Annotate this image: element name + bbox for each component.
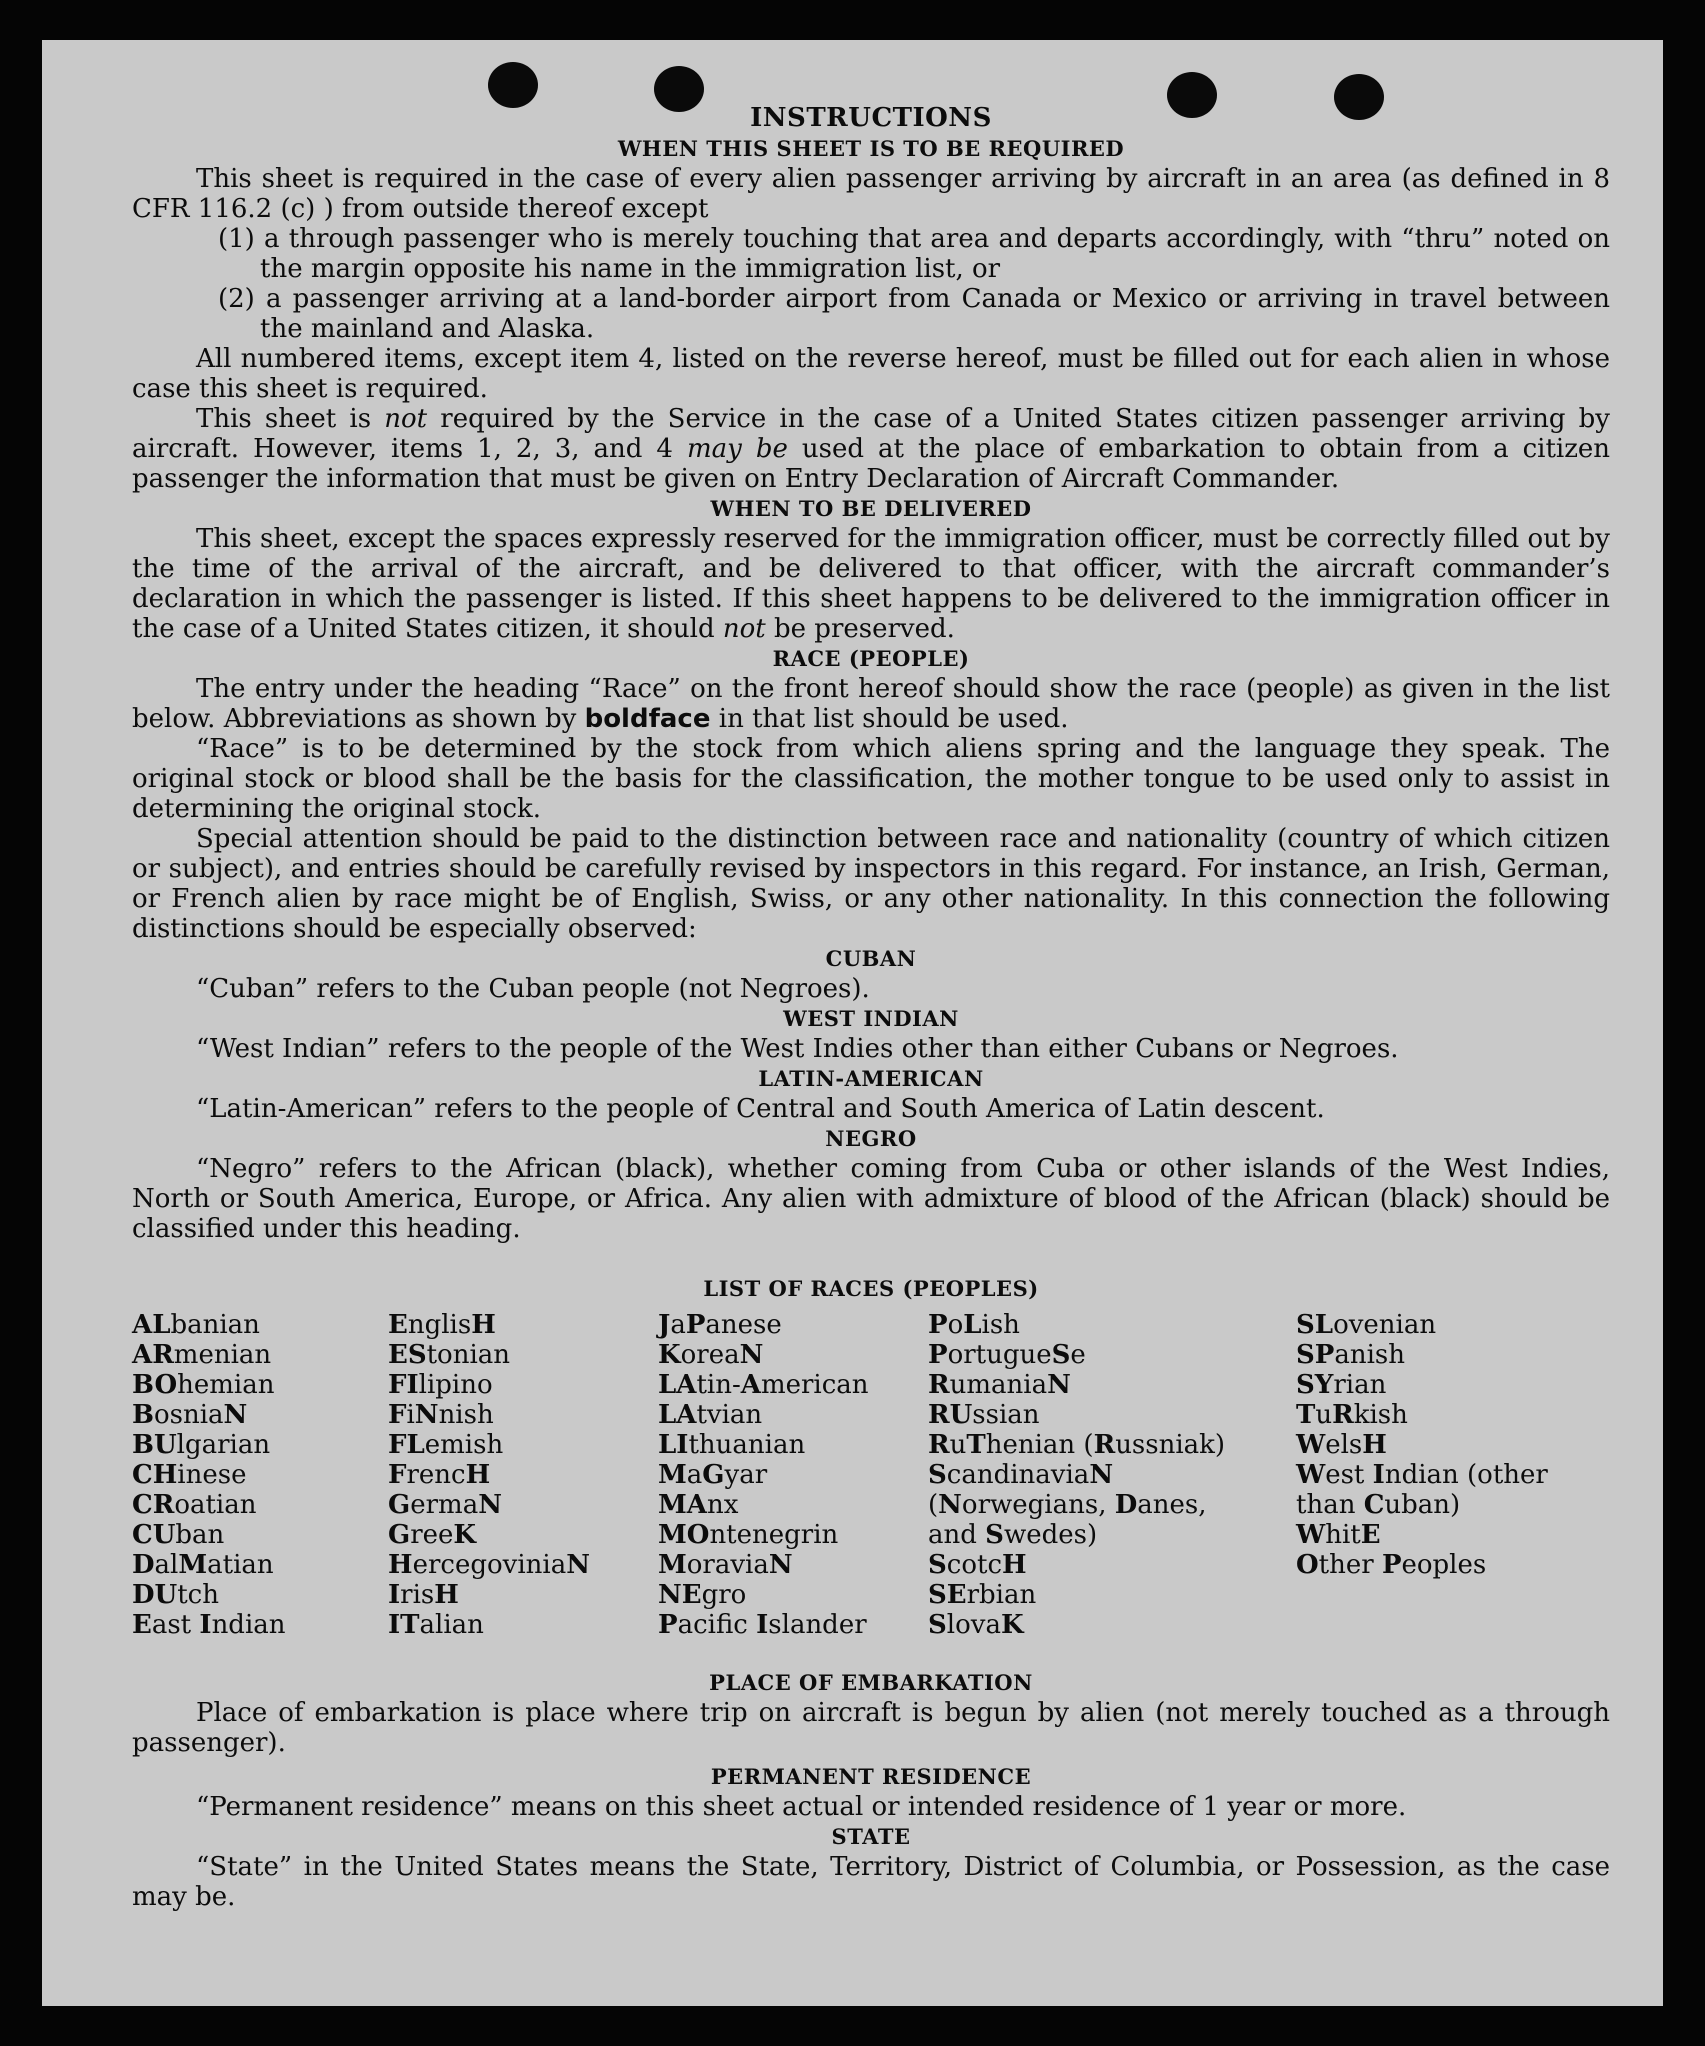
paragraph: [132, 524, 1610, 644]
paragraph: “Permanent residence” means on this sheet actual or intended residence of 1 year or more.: [196, 1792, 1407, 1822]
list-item: (1) a through passenger who is merely touching that area and departs accordingly, with “thru” noted on the margin opposite his name in the immigration list, or: [218, 224, 1610, 284]
race-entry: LIthuanian: [658, 1430, 806, 1460]
race-entry: East Indian: [132, 1610, 286, 1640]
race-entry: ScotcH: [928, 1550, 1027, 1580]
paragraph: All numbered items, except item 4, listed on the reverse hereof, must be filled out for each alien in whose case this sheet is required.: [132, 344, 1610, 404]
race-entry: RumaniaN: [928, 1370, 1071, 1400]
race-entry: PoLish: [928, 1310, 1020, 1340]
race-entry: HercegoviniaN: [388, 1550, 590, 1580]
race-entry: IrisH: [388, 1580, 459, 1610]
race-entry: PortugueSe: [928, 1340, 1086, 1370]
race-entry: SlovaK: [928, 1610, 1024, 1640]
paragraph: [132, 404, 1610, 494]
subheading-west-indian: WEST INDIAN: [783, 1006, 959, 1031]
text-run: This sheet, except the spaces expressly reserved for the immigration officer, must be correctly filled out by the time of the arrival of the aircraft, and be delivered to that officer, with the aircraft commander’s declaration in which the passenger is listed. If this sheet happens to be delivered to the immigration officer in the case of a United States citizen, it should: [132, 524, 1610, 644]
race-entry: SLovenian: [1296, 1310, 1437, 1340]
races-heading: LIST OF RACES (PEOPLES): [703, 1276, 1039, 1301]
text-run: The entry under the heading “Race” on the front hereof should show the race (people) as given in the list below. Abbreviations as shown by: [132, 674, 1610, 734]
race-entry: BUlgarian: [132, 1430, 271, 1460]
race-entry: NEgro: [658, 1580, 747, 1610]
race-entry: GermaN: [388, 1490, 502, 1520]
section-heading: WHEN TO BE DELIVERED: [710, 496, 1032, 521]
race-entry: WhitE: [1296, 1520, 1381, 1550]
definition: “West Indian” refers to the people of the West Indies other than either Cubans or Negroes.: [196, 1034, 1399, 1064]
paragraph: “State” in the United States means the State, Territory, District of Columbia, or Possession, as the case may be.: [132, 1852, 1610, 1912]
definition: “Cuban” refers to the Cuban people (not Negroes).: [196, 974, 870, 1004]
text-run: in that list should be used.: [718, 704, 1069, 734]
race-entry: LAtin-American: [658, 1370, 869, 1400]
race-entry: MaGyar: [658, 1460, 768, 1490]
list-item: (2) a passenger arriving at a land-border airport from Canada or Mexico or arriving in travel between the mainland and Alaska.: [218, 284, 1610, 344]
section-heading: RACE (PEOPLE): [772, 646, 970, 671]
race-entry: Pacific Islander: [658, 1610, 867, 1640]
race-entry: FLemish: [388, 1430, 504, 1460]
section-heading: PERMANENT RESIDENCE: [710, 1764, 1032, 1789]
instructions-text: [132, 102, 1610, 1912]
race-entry: MAnx: [658, 1490, 739, 1520]
race-entry: FiNnish: [388, 1400, 494, 1430]
race-entry: ITalian: [388, 1610, 484, 1640]
definition: “Latin-American” refers to the people of Central and South America of Latin descent.: [196, 1094, 1325, 1124]
race-entry: WelsH: [1296, 1430, 1387, 1460]
race-entry: MoraviaN: [658, 1550, 793, 1580]
paragraph: [132, 674, 1610, 734]
race-entry: EnglisH: [388, 1310, 496, 1340]
race-entry: ScandinaviaN (Norwegians, Danes, and Swedes): [928, 1460, 1207, 1550]
text-run: This sheet is: [196, 404, 372, 434]
section-heading: WHEN THIS SHEET IS TO BE REQUIRED: [617, 136, 1125, 161]
race-entry: DUtch: [132, 1580, 219, 1610]
race-entry: CRoatian: [132, 1490, 257, 1520]
race-entry: FIlipino: [388, 1370, 493, 1400]
races-column: [388, 1310, 638, 1640]
race-entry: JaPanese: [658, 1310, 782, 1340]
race-entry: FrencH: [388, 1460, 491, 1490]
race-entry: TuRkish: [1296, 1400, 1408, 1430]
race-entry: SPanish: [1296, 1340, 1405, 1370]
race-entry: EStonian: [388, 1340, 511, 1370]
race-entry: LAtvian: [658, 1400, 763, 1430]
race-entry: RUssian: [928, 1400, 1040, 1430]
text-run: used at the place of embarkation to obtain from a citizen passenger the information that must be given on Entry Declaration of Aircraft Commander.: [132, 434, 1611, 494]
race-entry: ARmenian: [132, 1340, 272, 1370]
race-entry: ALbanian: [132, 1310, 260, 1340]
paragraph: Place of embarkation is place where trip on aircraft is begun by alien (not merely touched as a through passenger).: [132, 1698, 1610, 1758]
race-entry: MOntenegrin: [658, 1520, 839, 1550]
document-page: [42, 40, 1663, 2006]
text-run: be preserved.: [774, 614, 955, 644]
races-column: [132, 1310, 372, 1640]
paragraph: Special attention should be paid to the distinction between race and nationality (country of which citizen or subject), and entries should be carefully revised by inspectors in this regard. For instance, an Irish, German, or French alien by race might be of English, Swiss, or any other nationality. In this connection the following distinctions should be especially observed:: [132, 824, 1610, 944]
section-heading: PLACE OF EMBARKATION: [709, 1670, 1033, 1695]
races-list: [132, 1310, 1610, 1668]
race-entry: BosniaN: [132, 1400, 248, 1430]
races-column: [928, 1310, 1244, 1640]
emphasis: not: [722, 614, 766, 644]
text-run: required by the Service in the case of a United States citizen passenger arriving by aircraft. However, items 1, 2, 3, and 4: [132, 404, 1610, 464]
paragraph: “Race” is to be determined by the stock from which aliens spring and the language they speak. The original stock or blood shall be the basis for the classification, the mother tongue to be used only to assist in determining the original stock.: [132, 734, 1610, 824]
subheading-cuban: CUBAN: [825, 946, 917, 971]
race-entry: CUban: [132, 1520, 225, 1550]
race-entry: BOhemian: [132, 1370, 275, 1400]
subheading-negro: NEGRO: [825, 1126, 917, 1151]
race-entry: DalMatian: [132, 1550, 274, 1580]
race-entry: KoreaN: [658, 1340, 764, 1370]
bold-text: boldface: [584, 704, 711, 734]
race-entry: West Indian (other than Cuban): [1296, 1460, 1548, 1520]
definition: “Negro” refers to the African (black), whether coming from Cuba or other islands of the West Indies, North or South America, Europe, or Africa. Any alien with admixture of blood of the African (black) should be classified under this heading.: [132, 1154, 1610, 1244]
race-entry: GreeK: [388, 1520, 477, 1550]
subheading-latin-american: LATIN-AMERICAN: [758, 1066, 984, 1091]
race-entry: RuThenian (Russniak): [928, 1430, 1226, 1460]
race-entry: Other Peoples: [1296, 1550, 1487, 1580]
section-heading: STATE: [831, 1824, 911, 1849]
race-entry: SYrian: [1296, 1370, 1387, 1400]
page-title: INSTRUCTIONS: [750, 103, 992, 133]
emphasis: may be: [687, 434, 788, 464]
races-column: [1296, 1310, 1596, 1580]
races-column: [658, 1310, 918, 1640]
race-entry: SErbian: [928, 1580, 1037, 1610]
race-entry: CHinese: [132, 1460, 247, 1490]
emphasis: not: [384, 404, 428, 434]
paragraph: This sheet is required in the case of every alien passenger arriving by aircraft in an area (as defined in 8 CFR 116.2 (c) ) from outside thereof except: [132, 164, 1610, 224]
